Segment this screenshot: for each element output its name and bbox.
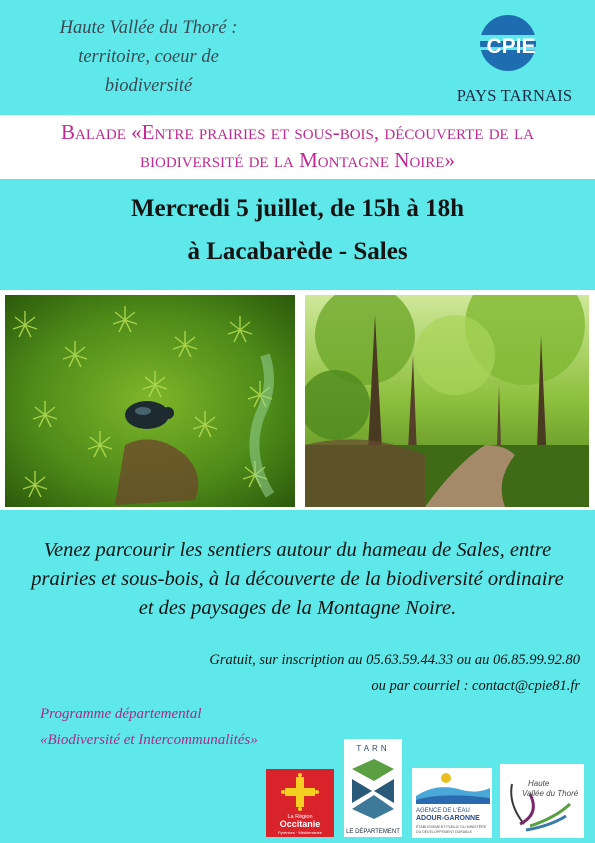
description-line-2: prairies et sous-bois, à la découverte de la biodiversité ordinaire [31, 568, 564, 590]
adour-line-2: ADOUR-GARONNE [416, 815, 480, 822]
email-info: ou par courriel : contact@cpie81.fr [371, 678, 580, 694]
event-place: à Lacabarède - Sales [187, 238, 408, 265]
moss-beetle-photo [5, 295, 295, 507]
event-title-line-1: Balade «Entre prairies et sous-bois, découverte de la [61, 120, 534, 144]
description-line-3: et des paysages de la Montagne Noire. [138, 597, 457, 619]
occitanie-line-2: Occitanie [279, 819, 321, 829]
registration-info: Gratuit, sur inscription au 05.63.59.44.33 ou au 06.85.99.92.80 [209, 652, 580, 668]
cpie-logo [476, 13, 546, 73]
occitan-cross-icon [266, 769, 334, 837]
program-label: Programme départemental [40, 706, 202, 722]
org-label: PAYS TARNAIS [456, 86, 573, 105]
tarn-bottom-text: LE DÉPARTEMENT [346, 829, 400, 835]
adour-line-3: ÉTABLISSEMENT PUBLIC DU MINISTÈRE [416, 825, 487, 829]
adour-line-1: AGENCE DE L'EAU [416, 808, 470, 814]
forest-path-photo [305, 295, 589, 507]
header-section [0, 0, 595, 115]
territory-title: Haute Vallée du Thoré : territoire, coeur de biodiversité [59, 18, 238, 96]
hvt-line-1: Haute [528, 779, 550, 788]
event-title-line-2: biodiversité de la Montagne Noire» [140, 148, 455, 172]
program-name: «Biodiversité et Intercommunalités» [40, 732, 258, 748]
haute-vallee-logo [500, 764, 584, 838]
description-line-1: Venez parcourir les sentiers autour du hameau de Sales, entre [43, 539, 552, 561]
occitanie-line-1: La Région [287, 814, 313, 820]
description-text [0, 536, 595, 623]
tarn-logo [344, 739, 402, 837]
event-date: Mercredi 5 juillet, de 15h à 18h [130, 195, 465, 222]
tarn-top-text: TARN [356, 744, 390, 753]
occitanie-line-3: Pyrénées · Méditerranée [277, 830, 323, 835]
hvt-line-2: Vallée du Thoré [522, 789, 579, 798]
adour-line-4: DU DÉVELOPPEMENT DURABLE [416, 830, 473, 834]
occitanie-logo [266, 769, 334, 837]
photo-strip [0, 290, 595, 510]
adour-garonne-logo [412, 768, 492, 838]
cpie-logo-text: CPIE [486, 35, 536, 58]
event-title-box [0, 115, 595, 179]
